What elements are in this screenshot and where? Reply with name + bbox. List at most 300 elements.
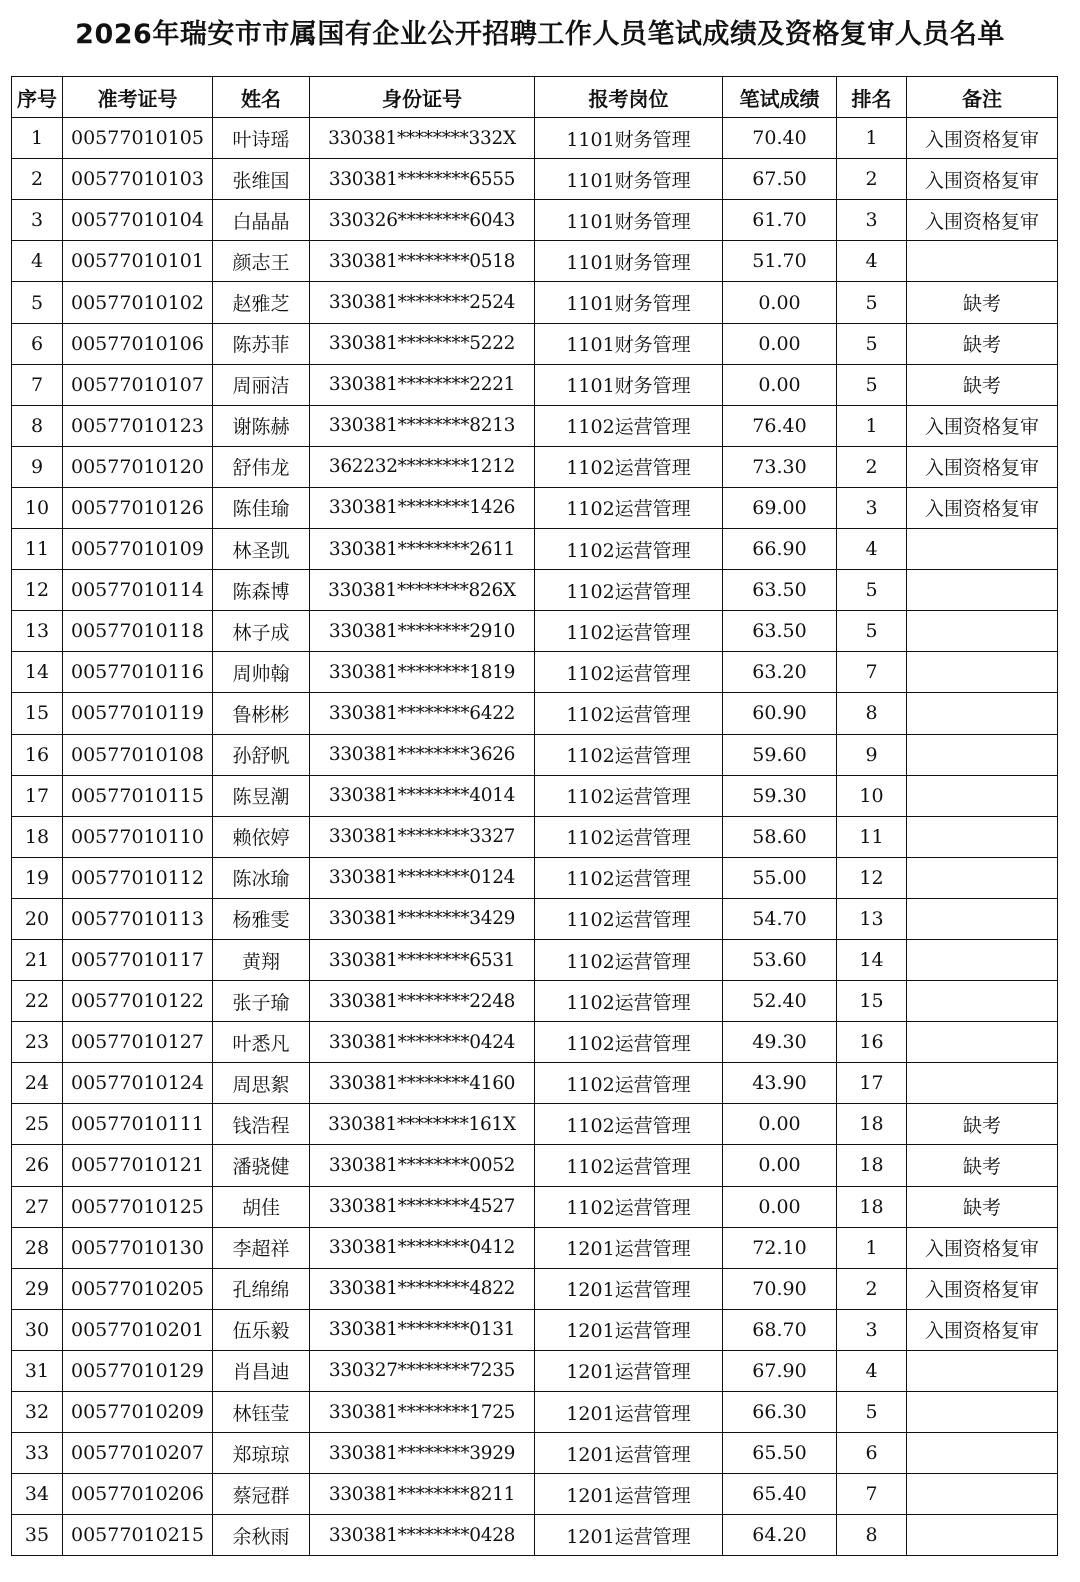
table-row [12,487,1058,528]
cell-position: 1201运营管理 [535,1474,723,1515]
cell-remark [907,775,1058,816]
cell-remark: 缺考 [907,1186,1058,1227]
cell-index: 15 [12,693,63,734]
cell-position: 1101财务管理 [535,282,723,323]
cell-name: 叶诗瑶 [213,118,310,159]
cell-index: 27 [12,1186,63,1227]
cell-name: 胡佳 [213,1186,310,1227]
cell-ticket: 00577010114 [63,570,213,611]
header-cell-index: 序号 [12,77,63,118]
cell-ticket: 00577010129 [63,1350,213,1391]
table-row [12,282,1058,323]
cell-score: 59.60 [723,734,837,775]
cell-index: 34 [12,1474,63,1515]
cell-id: 330381********2524 [310,282,535,323]
cell-ticket: 00577010104 [63,200,213,241]
cell-remark: 缺考 [907,364,1058,405]
cell-score: 76.40 [723,405,837,446]
table-row [12,405,1058,446]
table-row [12,611,1058,652]
cell-remark [907,1350,1058,1391]
cell-index: 22 [12,981,63,1022]
cell-rank: 18 [837,1145,907,1186]
cell-index: 16 [12,734,63,775]
cell-name: 钱浩程 [213,1104,310,1145]
cell-id: 330381********3929 [310,1433,535,1474]
cell-rank: 18 [837,1186,907,1227]
cell-name: 余秋雨 [213,1515,310,1556]
cell-id: 330381********0428 [310,1515,535,1556]
cell-remark [907,857,1058,898]
cell-id: 330381********8213 [310,405,535,446]
header-cell-rank: 排名 [837,77,907,118]
cell-ticket: 00577010110 [63,816,213,857]
header-cell-id: 身份证号 [310,77,535,118]
cell-remark: 入围资格复审 [907,1227,1058,1268]
cell-position: 1201运营管理 [535,1268,723,1309]
table-row [12,898,1058,939]
cell-rank: 5 [837,611,907,652]
cell-name: 陈佳瑜 [213,487,310,528]
cell-index: 25 [12,1104,63,1145]
cell-position: 1102运营管理 [535,981,723,1022]
cell-id: 330381********0052 [310,1145,535,1186]
cell-id: 362232********1212 [310,446,535,487]
cell-name: 颜志王 [213,241,310,282]
cell-ticket: 00577010115 [63,775,213,816]
cell-remark: 入围资格复审 [907,405,1058,446]
cell-ticket: 00577010112 [63,857,213,898]
cell-name: 周丽洁 [213,364,310,405]
cell-ticket: 00577010201 [63,1309,213,1350]
cell-ticket: 00577010101 [63,241,213,282]
cell-ticket: 00577010123 [63,405,213,446]
cell-position: 1102运营管理 [535,570,723,611]
cell-ticket: 00577010122 [63,981,213,1022]
cell-id: 330326********6043 [310,200,535,241]
cell-index: 1 [12,118,63,159]
cell-score: 70.90 [723,1268,837,1309]
cell-id: 330381********1819 [310,652,535,693]
cell-remark [907,981,1058,1022]
cell-position: 1101财务管理 [535,200,723,241]
cell-id: 330327********7235 [310,1350,535,1391]
cell-index: 26 [12,1145,63,1186]
cell-position: 1201运营管理 [535,1350,723,1391]
cell-rank: 9 [837,734,907,775]
cell-id: 330381********3429 [310,898,535,939]
cell-index: 21 [12,939,63,980]
table-row [12,159,1058,200]
page-title: 2026年瑞安市市属国有企业公开招聘工作人员笔试成绩及资格复审人员名单 [75,19,1005,50]
cell-ticket: 00577010102 [63,282,213,323]
cell-rank: 1 [837,1227,907,1268]
cell-ticket: 00577010108 [63,734,213,775]
cell-id: 330381********6555 [310,159,535,200]
cell-name: 伍乐毅 [213,1309,310,1350]
cell-index: 18 [12,816,63,857]
cell-score: 0.00 [723,282,837,323]
cell-ticket: 00577010105 [63,118,213,159]
cell-name: 张维国 [213,159,310,200]
cell-position: 1102运营管理 [535,1104,723,1145]
table-row [12,775,1058,816]
cell-rank: 15 [837,981,907,1022]
cell-position: 1102运营管理 [535,775,723,816]
cell-ticket: 00577010117 [63,939,213,980]
cell-id: 330381********0124 [310,857,535,898]
cell-score: 52.40 [723,981,837,1022]
table-row [12,939,1058,980]
cell-position: 1201运营管理 [535,1515,723,1556]
cell-rank: 14 [837,939,907,980]
cell-ticket: 00577010109 [63,529,213,570]
cell-position: 1201运营管理 [535,1227,723,1268]
cell-position: 1102运营管理 [535,487,723,528]
cell-index: 13 [12,611,63,652]
cell-index: 4 [12,241,63,282]
cell-rank: 6 [837,1433,907,1474]
table-row [12,529,1058,570]
cell-index: 31 [12,1350,63,1391]
cell-ticket: 00577010116 [63,652,213,693]
cell-score: 0.00 [723,1104,837,1145]
header-cell-remark: 备注 [907,77,1058,118]
cell-remark [907,529,1058,570]
cell-index: 3 [12,200,63,241]
table-row [12,1227,1058,1268]
cell-name: 陈森博 [213,570,310,611]
table-body [12,118,1058,1556]
cell-score: 65.40 [723,1474,837,1515]
cell-id: 330381********2248 [310,981,535,1022]
cell-name: 林钰莹 [213,1392,310,1433]
cell-index: 30 [12,1309,63,1350]
cell-name: 陈冰瑜 [213,857,310,898]
cell-score: 59.30 [723,775,837,816]
cell-name: 鲁彬彬 [213,693,310,734]
cell-score: 63.50 [723,570,837,611]
cell-id: 330381********4822 [310,1268,535,1309]
cell-ticket: 00577010215 [63,1515,213,1556]
cell-rank: 18 [837,1104,907,1145]
cell-ticket: 00577010209 [63,1392,213,1433]
cell-name: 李超祥 [213,1227,310,1268]
table-row [12,1022,1058,1063]
cell-remark [907,241,1058,282]
cell-ticket: 00577010119 [63,693,213,734]
cell-id: 330381********5222 [310,323,535,364]
cell-ticket: 00577010107 [63,364,213,405]
cell-rank: 2 [837,159,907,200]
cell-name: 杨雅雯 [213,898,310,939]
cell-name: 蔡冠群 [213,1474,310,1515]
cell-ticket: 00577010121 [63,1145,213,1186]
cell-position: 1102运营管理 [535,446,723,487]
cell-ticket: 00577010120 [63,446,213,487]
cell-id: 330381********0412 [310,1227,535,1268]
cell-position: 1102运营管理 [535,1145,723,1186]
cell-index: 20 [12,898,63,939]
cell-remark: 入围资格复审 [907,200,1058,241]
cell-name: 郑琼琼 [213,1433,310,1474]
cell-score: 73.30 [723,446,837,487]
cell-remark: 入围资格复审 [907,1309,1058,1350]
cell-index: 11 [12,529,63,570]
cell-score: 67.50 [723,159,837,200]
cell-ticket: 00577010127 [63,1022,213,1063]
cell-name: 谢陈赫 [213,405,310,446]
cell-rank: 4 [837,529,907,570]
cell-name: 张子瑜 [213,981,310,1022]
table-row [12,1104,1058,1145]
cell-index: 8 [12,405,63,446]
cell-score: 67.90 [723,1350,837,1391]
cell-score: 53.60 [723,939,837,980]
cell-score: 64.20 [723,1515,837,1556]
cell-name: 黄翔 [213,939,310,980]
cell-ticket: 00577010111 [63,1104,213,1145]
cell-rank: 2 [837,446,907,487]
table-row [12,1145,1058,1186]
cell-ticket: 00577010205 [63,1268,213,1309]
table-row [12,1063,1058,1104]
cell-ticket: 00577010125 [63,1186,213,1227]
table-row [12,652,1058,693]
table-row [12,364,1058,405]
cell-rank: 2 [837,1268,907,1309]
cell-score: 51.70 [723,241,837,282]
cell-score: 0.00 [723,1186,837,1227]
cell-position: 1101财务管理 [535,118,723,159]
cell-score: 70.40 [723,118,837,159]
cell-name: 白晶晶 [213,200,310,241]
cell-rank: 1 [837,405,907,446]
cell-rank: 5 [837,364,907,405]
cell-remark [907,1022,1058,1063]
cell-index: 23 [12,1022,63,1063]
cell-name: 赖依婷 [213,816,310,857]
table-row [12,1350,1058,1391]
cell-score: 69.00 [723,487,837,528]
cell-remark: 入围资格复审 [907,1268,1058,1309]
cell-position: 1102运营管理 [535,611,723,652]
cell-score: 49.30 [723,1022,837,1063]
cell-rank: 8 [837,693,907,734]
cell-score: 54.70 [723,898,837,939]
cell-rank: 4 [837,241,907,282]
cell-index: 19 [12,857,63,898]
cell-position: 1102运营管理 [535,1186,723,1227]
cell-remark: 缺考 [907,282,1058,323]
cell-remark [907,570,1058,611]
cell-remark: 入围资格复审 [907,159,1058,200]
cell-position: 1102运营管理 [535,405,723,446]
cell-rank: 5 [837,1392,907,1433]
cell-name: 舒伟龙 [213,446,310,487]
cell-name: 赵雅芝 [213,282,310,323]
cell-position: 1101财务管理 [535,323,723,364]
cell-position: 1102运营管理 [535,734,723,775]
cell-id: 330381********2611 [310,529,535,570]
cell-index: 14 [12,652,63,693]
cell-score: 60.90 [723,693,837,734]
cell-id: 330381********6422 [310,693,535,734]
header-cell-score: 笔试成绩 [723,77,837,118]
cell-rank: 7 [837,1474,907,1515]
table-row [12,1433,1058,1474]
table-row [12,118,1058,159]
cell-score: 0.00 [723,1145,837,1186]
cell-remark: 入围资格复审 [907,118,1058,159]
cell-name: 孙舒帆 [213,734,310,775]
cell-index: 32 [12,1392,63,1433]
cell-rank: 5 [837,282,907,323]
cell-id: 330381********2221 [310,364,535,405]
cell-name: 孔绵绵 [213,1268,310,1309]
cell-remark: 缺考 [907,1145,1058,1186]
cell-id: 330381********3327 [310,816,535,857]
cell-rank: 10 [837,775,907,816]
cell-remark [907,652,1058,693]
cell-position: 1102运营管理 [535,898,723,939]
header-cell-position: 报考岗位 [535,77,723,118]
cell-position: 1102运营管理 [535,693,723,734]
cell-name: 肖昌迪 [213,1350,310,1391]
cell-ticket: 00577010130 [63,1227,213,1268]
cell-rank: 3 [837,487,907,528]
cell-id: 330381********1725 [310,1392,535,1433]
cell-index: 6 [12,323,63,364]
cell-index: 28 [12,1227,63,1268]
table-row [12,693,1058,734]
table-row [12,1186,1058,1227]
cell-score: 65.50 [723,1433,837,1474]
cell-remark: 入围资格复审 [907,487,1058,528]
cell-rank: 3 [837,200,907,241]
cell-id: 330381********2910 [310,611,535,652]
cell-score: 0.00 [723,323,837,364]
cell-index: 12 [12,570,63,611]
cell-remark [907,1433,1058,1474]
cell-remark [907,1063,1058,1104]
cell-ticket: 00577010103 [63,159,213,200]
cell-id: 330381********161X [310,1104,535,1145]
cell-score: 63.50 [723,611,837,652]
cell-name: 林子成 [213,611,310,652]
cell-index: 33 [12,1433,63,1474]
cell-id: 330381********0518 [310,241,535,282]
cell-remark [907,1474,1058,1515]
cell-position: 1102运营管理 [535,1022,723,1063]
cell-id: 330381********4014 [310,775,535,816]
cell-position: 1102运营管理 [535,652,723,693]
cell-ticket: 00577010106 [63,323,213,364]
cell-index: 9 [12,446,63,487]
cell-id: 330381********4160 [310,1063,535,1104]
cell-rank: 1 [837,118,907,159]
table-row [12,1515,1058,1556]
cell-name: 潘骁健 [213,1145,310,1186]
results-table [11,76,1058,1556]
cell-score: 72.10 [723,1227,837,1268]
table-row [12,857,1058,898]
cell-ticket: 00577010118 [63,611,213,652]
cell-ticket: 00577010206 [63,1474,213,1515]
cell-position: 1102运营管理 [535,816,723,857]
table-row [12,981,1058,1022]
cell-position: 1201运营管理 [535,1309,723,1350]
cell-remark [907,1515,1058,1556]
cell-index: 17 [12,775,63,816]
cell-ticket: 00577010126 [63,487,213,528]
table-row [12,1392,1058,1433]
cell-position: 1201运营管理 [535,1392,723,1433]
cell-index: 24 [12,1063,63,1104]
cell-remark: 缺考 [907,1104,1058,1145]
cell-position: 1102运营管理 [535,939,723,980]
cell-remark [907,734,1058,775]
cell-score: 43.90 [723,1063,837,1104]
cell-name: 周思絮 [213,1063,310,1104]
cell-remark [907,611,1058,652]
cell-rank: 13 [837,898,907,939]
cell-id: 330381********3626 [310,734,535,775]
cell-index: 2 [12,159,63,200]
cell-id: 330381********4527 [310,1186,535,1227]
header-row [12,77,1058,118]
cell-id: 330381********826X [310,570,535,611]
cell-remark [907,1392,1058,1433]
cell-rank: 5 [837,323,907,364]
cell-position: 1102运营管理 [535,857,723,898]
cell-position: 1102运营管理 [535,1063,723,1104]
cell-index: 29 [12,1268,63,1309]
cell-position: 1101财务管理 [535,241,723,282]
cell-remark: 缺考 [907,323,1058,364]
cell-rank: 5 [837,570,907,611]
cell-score: 58.60 [723,816,837,857]
cell-rank: 17 [837,1063,907,1104]
cell-score: 63.20 [723,652,837,693]
cell-id: 330381********6531 [310,939,535,980]
cell-score: 66.30 [723,1392,837,1433]
cell-id: 330381********0424 [310,1022,535,1063]
cell-rank: 4 [837,1350,907,1391]
cell-rank: 16 [837,1022,907,1063]
cell-id: 330381********1426 [310,487,535,528]
table-row [12,816,1058,857]
table-row [12,570,1058,611]
table-row [12,200,1058,241]
cell-rank: 12 [837,857,907,898]
table-row [12,734,1058,775]
cell-position: 1101财务管理 [535,159,723,200]
cell-remark [907,693,1058,734]
cell-id: 330381********8211 [310,1474,535,1515]
table-row [12,1268,1058,1309]
header-cell-ticket: 准考证号 [63,77,213,118]
cell-remark [907,898,1058,939]
cell-ticket: 00577010124 [63,1063,213,1104]
cell-rank: 8 [837,1515,907,1556]
cell-ticket: 00577010207 [63,1433,213,1474]
header-cell-name: 姓名 [213,77,310,118]
cell-position: 1102运营管理 [535,529,723,570]
cell-name: 陈昱潮 [213,775,310,816]
cell-name: 陈苏菲 [213,323,310,364]
cell-score: 66.90 [723,529,837,570]
